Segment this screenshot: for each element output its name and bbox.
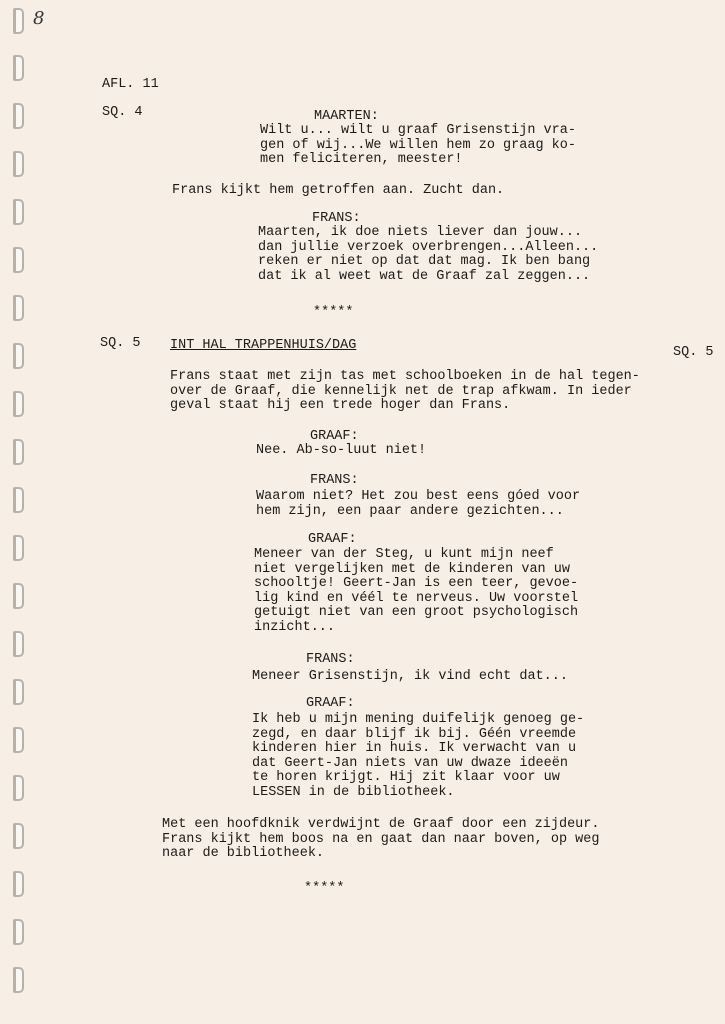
binding-hole	[13, 487, 24, 513]
binding-hole	[13, 535, 24, 561]
binding-hole	[13, 823, 24, 849]
binding-hole	[13, 631, 24, 657]
binding-hole	[13, 343, 24, 369]
speaker-frans: FRANS:	[312, 211, 361, 226]
binding-hole	[13, 199, 24, 225]
binding-hole	[13, 247, 24, 273]
binding-hole	[13, 967, 24, 993]
dialogue-frans: Meneer Grisenstijn, ik vind echt dat...	[252, 669, 568, 684]
binding-hole	[13, 919, 24, 945]
binding-hole	[13, 727, 24, 753]
speaker-frans: FRANS:	[306, 652, 355, 667]
speaker-maarten: MAARTEN:	[314, 109, 379, 124]
binding-hole	[13, 151, 24, 177]
action-block: Frans staat met zijn tas met schoolboeken in de hal tegen- over de Graaf, die kennelijk net de trap afkwam. In ieder geval staat hij een trede hoger dan Frans.	[170, 369, 640, 413]
binding-hole	[13, 295, 24, 321]
action-line: Frans kijkt hem getroffen aan. Zucht dan.	[172, 183, 505, 198]
dialogue-frans: Waarom niet? Het zou best eens góed voor hem zijn, een paar andere gezichten...	[256, 489, 581, 519]
speaker-graaf: GRAAF:	[310, 429, 359, 444]
binding-hole	[13, 103, 24, 129]
binding-hole	[13, 679, 24, 705]
episode-label: AFL. 11	[102, 77, 159, 92]
binding-hole	[13, 775, 24, 801]
dialogue-graaf: Meneer van der Steg, u kunt mijn neef niet vergelijken met de kinderen van uw schooltje! Geert-Jan is een teer, gevoe- lig kind en véél te nerveus. Uw voorstel getuigt niet van een groot psychologisch inzicht...	[254, 547, 579, 635]
spiral-binding	[0, 0, 40, 1024]
speaker-graaf: GRAAF:	[306, 696, 355, 711]
speaker-graaf: GRAAF:	[308, 532, 357, 547]
sequence-label-sq4: SQ. 4	[102, 105, 143, 120]
dialogue-frans: Maarten, ik doe niets liever dan jouw... dan jullie verzoek overbrengen...Alleen... reken er niet op dat dat mag. Ik ben bang dat ik al weet wat de Graaf zal zeggen...	[258, 225, 599, 284]
sequence-label-sq5-right: SQ. 5	[673, 345, 714, 360]
binding-hole	[13, 871, 24, 897]
binding-hole	[13, 391, 24, 417]
action-block: Met een hoofdknik verdwijnt de Graaf door een zijdeur. Frans kijkt hem boos na en gaat dan naar boven, op weg naar de bibliotheek.	[162, 817, 600, 861]
binding-hole	[13, 8, 24, 34]
dialogue-maarten: Wilt u... wilt u graaf Grisenstijn vra- gen of wij...We willen hem zo graag ko- men feliciteren, meester!	[260, 123, 576, 167]
dialogue-graaf: Ik heb u mijn mening duifelijk genoeg ge- zegd, en daar blijf ik bij. Géén vreemde kinderen hier in huis. Ik verwacht van u dat Geert-Jan niets van uw dwaze ideeën te horen krijgt. Hij zit klaar voor uw LESSEN in de bibliotheek.	[252, 712, 585, 800]
page-number: 8	[33, 8, 45, 29]
binding-hole	[13, 55, 24, 81]
speaker-frans: FRANS:	[310, 473, 359, 488]
dialogue-graaf: Nee. Ab-so-luut niet!	[256, 443, 427, 458]
sequence-label-sq5-left: SQ. 5	[100, 336, 141, 351]
scene-divider: *****	[304, 881, 345, 896]
scene-heading: INT HAL TRAPPENHUIS/DAG	[170, 338, 357, 353]
binding-hole	[13, 439, 24, 465]
binding-hole	[13, 583, 24, 609]
scene-divider: *****	[313, 305, 354, 320]
